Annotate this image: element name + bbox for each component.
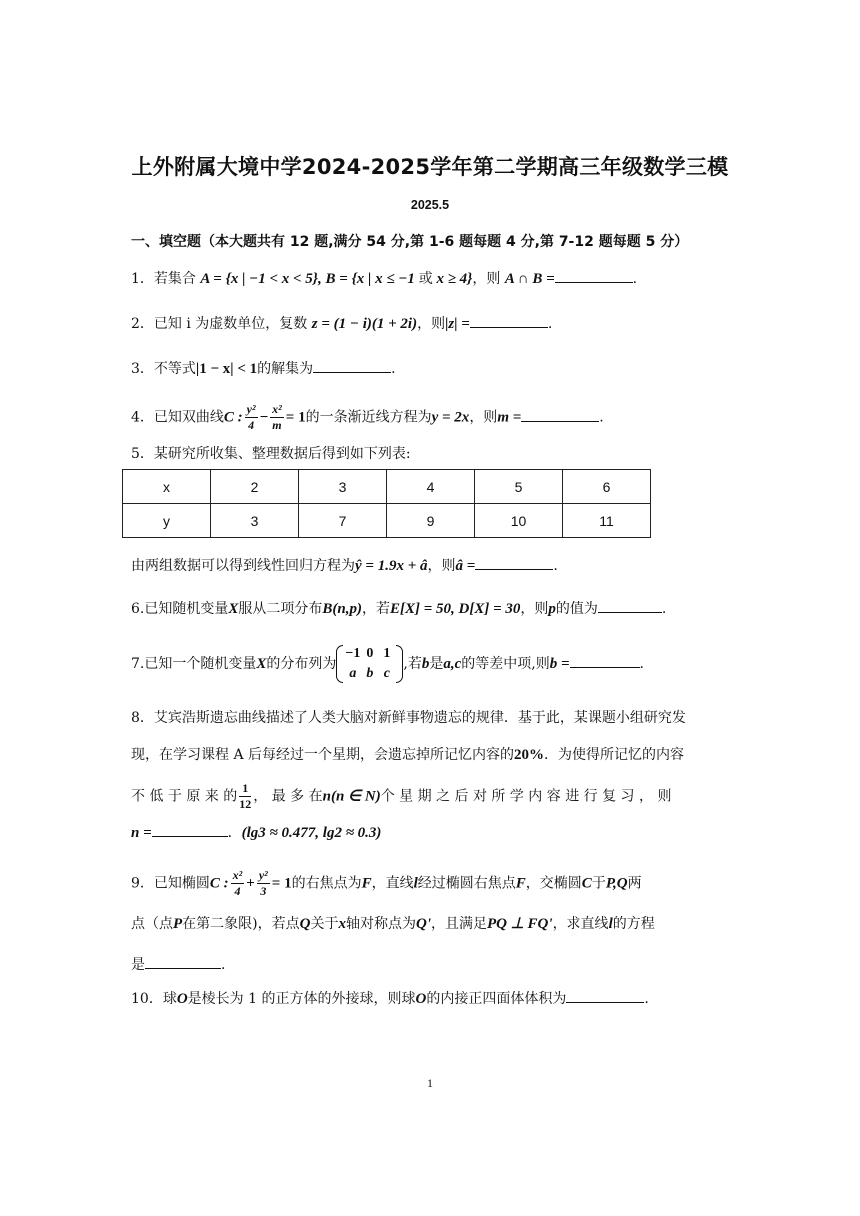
- question-9-line-3: 是 .: [131, 954, 225, 975]
- question-number: 5．: [131, 446, 154, 462]
- question-8-line-4: n = ．(lg3 ≈ 0.477, lg2 ≈ 0.3): [131, 822, 381, 843]
- table-cell: 5: [475, 470, 563, 504]
- table-cell: 10: [475, 504, 563, 538]
- table-cell: 3: [299, 470, 387, 504]
- question-2: 2．已知 i 为虚数单位，复数 z = (1 − i)(1 + 2i)，则|z| = .: [131, 313, 552, 334]
- answer-blank[interactable]: [555, 268, 633, 283]
- answer-blank[interactable]: [313, 358, 391, 373]
- page-number: 1: [427, 1076, 433, 1090]
- table-cell: 11: [563, 504, 651, 538]
- table-cell: 2: [211, 470, 299, 504]
- table-row: [123, 470, 651, 504]
- question-1: 1．若集合 A = {x | −1 < x < 5}, B = {x | x ≤ −1 或 x ≥ 4}，则 A ∩ B = .: [131, 268, 637, 289]
- data-table: [122, 469, 651, 538]
- question-9-line-1: 9．已知椭圆C : $\frac{\text{x²}}{4}$ + $\frac{\text{y²}}{3}$ = 1的右焦点为F，直线l经过椭圆右焦点F，交椭圆C于P,Q两: [131, 868, 642, 898]
- question-number: 1．: [131, 271, 154, 287]
- question-10: 10．球O是棱长为 1 的正方体的外接球，则球O的内接正四面体体积为 .: [131, 988, 649, 1009]
- answer-blank[interactable]: [598, 598, 662, 613]
- question-5: 5．某研究所收集、整理数据后得到如下列表:: [131, 446, 411, 462]
- answer-blank[interactable]: [570, 653, 640, 668]
- question-3: 3．不等式|1 − x| < 1的解集为 .: [131, 358, 396, 379]
- question-8-line-3: 不 低 于 原 来 的 $\frac{1}{12}$ ， 最 多 在n(n ∈ N)个 星 期 之 后 对 所 学 内 容 进 行 复 习 ， 则: [131, 781, 672, 811]
- table-cell: 4: [387, 470, 475, 504]
- question-number: 10．: [131, 991, 163, 1007]
- question-7: 7.已知一个随机变量X的分布列为 −1 0 1 a b c ,若b是a,c的等差中项,则b = .: [131, 644, 644, 684]
- question-4: 4．已知双曲线C : $\frac{\text{y²}}{4}$ − $\frac{\text{x²}}{m}$ = 1的一条渐近线方程为y = 2x，则m = .: [131, 402, 604, 432]
- fraction: $\frac{\text{y²}}{3}$: [258, 868, 268, 898]
- question-number: 9．: [131, 875, 154, 892]
- fraction: $\frac{\text{x²}}{4}$: [232, 868, 243, 898]
- question-6: 6.已知随机变量X服从二项分布B(n,p)，若E[X] = 50, D[X] = 30，则p的值为 .: [131, 598, 666, 619]
- table-cell: 9: [387, 504, 475, 538]
- answer-blank[interactable]: [566, 988, 644, 1003]
- table-cell: 3: [211, 504, 299, 538]
- table-row: [123, 504, 651, 538]
- page-title: 上外附属大境中学2024-2025学年第二学期高三年级数学三模: [131, 155, 729, 179]
- section-heading: 一、填空题（本大题共有 12 题,满分 54 分,第 1-6 题每题 4 分,第 7-12 题每题 5 分）: [131, 234, 689, 250]
- question-number: 4．: [131, 409, 154, 426]
- table-cell: y: [123, 504, 211, 538]
- table-cell: 6: [563, 470, 651, 504]
- question-8-line-2: 现，在学习课程 A 后每经过一个星期，会遗忘掉所记忆内容的20%．为使得所记忆的内容: [131, 747, 685, 763]
- answer-blank[interactable]: [152, 822, 228, 837]
- distribution-matrix: −1 0 1 a b c: [336, 644, 403, 684]
- question-number: 2．: [131, 316, 154, 332]
- question-number: 7.: [131, 656, 145, 672]
- question-number: 8．: [131, 710, 154, 726]
- answer-blank[interactable]: [145, 954, 221, 969]
- fraction: $\frac{1}{12}$: [239, 781, 252, 811]
- table-cell: 7: [299, 504, 387, 538]
- question-8-line-1: 8．艾宾浩斯遗忘曲线描述了人类大脑对新鲜事物遗忘的规律．基于此，某课题小组研究发: [131, 710, 686, 726]
- question-5-prompt: 由两组数据可以得到线性回归方程为ŷ = 1.9x + â，则â = .: [131, 555, 558, 576]
- question-9-line-2: 点（点P在第二象限)，若点Q关于x轴对称点为Q'，且满足PQ ⊥ FQ'，求直线l的方程: [131, 916, 655, 932]
- fraction: $\frac{\text{y²}}{4}$: [246, 402, 256, 432]
- exam-date: 2025.5: [410, 198, 450, 212]
- table-cell: x: [123, 470, 211, 504]
- answer-blank[interactable]: [521, 407, 599, 422]
- question-number: 3．: [131, 361, 154, 377]
- answer-blank[interactable]: [475, 555, 553, 570]
- fraction: $\frac{\text{x²}}{m}$: [272, 402, 282, 432]
- question-number: 6.: [131, 601, 145, 617]
- answer-blank[interactable]: [470, 313, 548, 328]
